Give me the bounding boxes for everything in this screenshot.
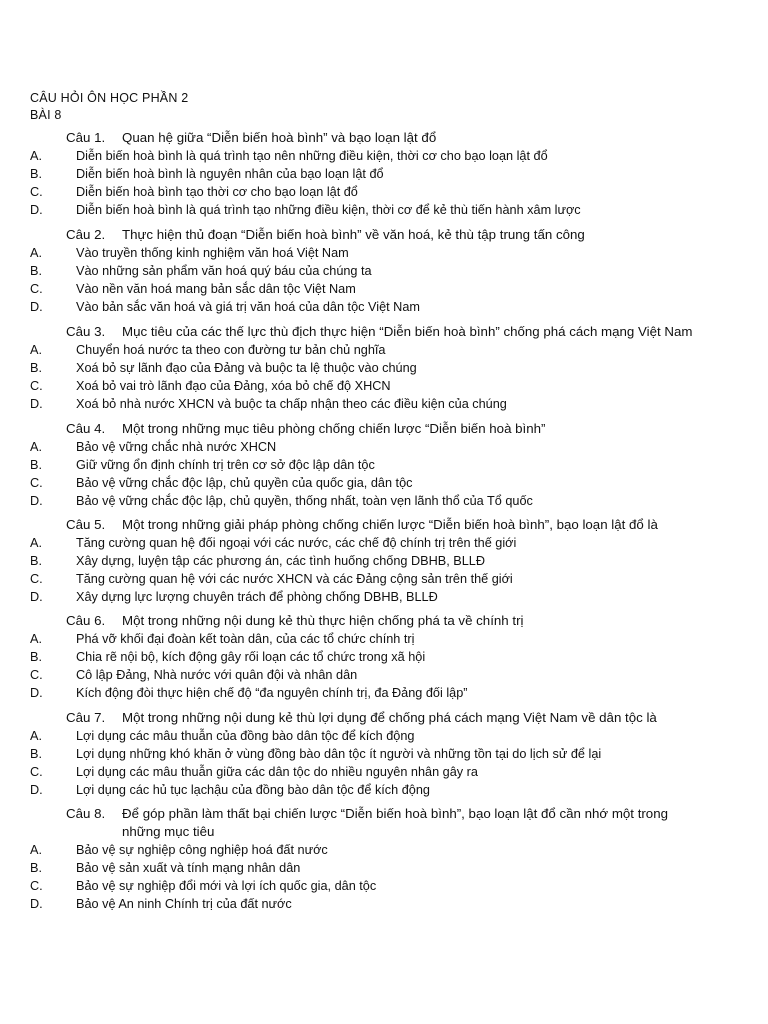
question-number: Câu 5. [66,517,106,532]
question-8 [30,805,750,913]
option-text: Bảo vệ vững chắc nhà nước XHCN [76,440,277,454]
option-letter: C. [30,379,43,393]
option-letter: B. [30,747,42,761]
answer-option [30,183,750,201]
question-number: Câu 8. [66,806,106,821]
answer-option [30,552,750,570]
answer-option [30,534,750,552]
document-title: CÂU HỎI ÔN HỌC PHẦN 2 [30,91,189,105]
question-number: Câu 6. [66,613,106,628]
question-title-continued [30,823,750,841]
question-number: Câu 7. [66,710,106,725]
question-text: Để góp phần làm thất bại chiến lược “Diễn biến hoà bình”, bạo loạn lật đổ cần nhớ một trong [122,806,668,821]
option-letter: A. [30,632,42,646]
answer-option [30,895,750,913]
answer-option [30,298,750,316]
option-letter: D. [30,300,43,314]
option-letter: A. [30,729,42,743]
option-text: Bảo vệ vững chắc độc lập, chủ quyền của quốc gia, dân tộc [76,476,413,490]
option-letter: D. [30,494,43,508]
answer-option [30,244,750,262]
option-letter: C. [30,185,43,199]
option-text: Phá vỡ khối đại đoàn kết toàn dân, của các tổ chức chính trị [76,632,415,646]
option-letter: B. [30,167,42,181]
option-letter: C. [30,572,43,586]
question-3 [30,323,750,413]
option-text: Kích động đòi thực hiện chế độ “đa nguyên chính trị, đa Đảng đối lập” [76,686,468,700]
answer-option [30,859,750,877]
answer-option [30,147,750,165]
option-text: Tăng cường quan hệ đối ngoại với các nước, các chế độ chính trị trên thế giới [76,536,517,550]
option-text: Bảo vệ vững chắc độc lập, chủ quyền, thống nhất, toàn vẹn lãnh thổ của Tổ quốc [76,494,533,508]
option-letter: A. [30,536,42,550]
answer-option [30,474,750,492]
question-2 [30,226,750,316]
question-title [30,612,750,630]
question-4 [30,420,750,510]
answer-option [30,763,750,781]
option-letter: D. [30,686,43,700]
option-text: Cô lập Đảng, Nhà nước với quân đội và nhân dân [76,668,358,682]
option-text: Vào truyền thống kinh nghiệm văn hoá Việt Nam [76,246,349,260]
question-title [30,709,750,727]
option-text: Diễn biến hoà bình là quá trình tạo nên những điều kiện, thời cơ cho bạo loạn lật đổ [76,149,548,163]
question-text: Một trong những giải pháp phòng chống chiến lược “Diễn biến hoà bình”, bạo loạn lật đổ là [122,517,658,532]
question-title [30,226,750,244]
option-letter: B. [30,861,42,875]
answer-option [30,666,750,684]
option-letter: D. [30,203,43,217]
answer-option [30,165,750,183]
option-letter: D. [30,397,43,411]
option-text: Xây dựng, luyện tập các phương án, các tình huống chống DBHB, BLLĐ [76,554,486,568]
option-letter: C. [30,668,43,682]
question-title [30,805,750,823]
question-text: Mục tiêu của các thế lực thù địch thực hiện “Diễn biến hoà bình” chống phá cách mạng Việt Nam [122,324,693,339]
option-letter: C. [30,282,43,296]
option-letter: C. [30,476,43,490]
question-text: Thực hiện thủ đoạn “Diễn biến hoà bình” về văn hoá, kẻ thù tập trung tấn công [122,227,585,242]
answer-option [30,630,750,648]
lesson-label: BÀI 8 [30,108,62,122]
answer-option [30,438,750,456]
option-text: Xây dựng lực lượng chuyên trách để phòng chống DBHB, BLLĐ [76,590,438,604]
option-letter: B. [30,554,42,568]
option-text: Giữ vững ổn định chính trị trên cơ sở độc lập dân tộc [76,458,375,472]
answer-option [30,341,750,359]
option-text: Chia rẽ nội bộ, kích động gây rối loạn các tổ chức trong xã hội [76,650,426,664]
question-number: Câu 3. [66,324,106,339]
option-letter: A. [30,843,42,857]
answer-option [30,280,750,298]
option-text: Bảo vệ sự nghiệp đổi mới và lợi ích quốc gia, dân tộc [76,879,377,893]
option-text: Vào bản sắc văn hoá và giá trị văn hoá của dân tộc Việt Nam [76,300,420,314]
answer-option [30,781,750,799]
option-letter: A. [30,440,42,454]
question-7 [30,709,750,799]
option-letter: C. [30,879,43,893]
option-text: Diễn biến hoà bình là nguyên nhân của bạo loạn lật đổ [76,167,384,181]
question-title [30,516,750,534]
option-text: Chuyển hoá nước ta theo con đường tư bản chủ nghĩa [76,343,386,357]
option-text: Bảo vệ sản xuất và tính mạng nhân dân [76,861,301,875]
option-text: Diễn biến hoà bình tạo thời cơ cho bạo loạn lật đổ [76,185,358,199]
question-text: Quan hệ giữa “Diễn biến hoà bình” và bạo loạn lật đổ [122,130,437,145]
question-text: Một trong những nội dung kẻ thù thực hiện chống phá ta về chính trị [122,613,524,628]
answer-option [30,201,750,219]
option-letter: A. [30,246,42,260]
option-text: Lợi dụng các mâu thuẫn giữa các dân tộc do nhiều nguyên nhân gây ra [76,765,478,779]
answer-option [30,570,750,588]
question-number: Câu 4. [66,421,106,436]
answer-option [30,588,750,606]
answer-option [30,492,750,510]
question-title [30,129,750,147]
option-letter: B. [30,458,42,472]
option-letter: B. [30,264,42,278]
question-number: Câu 1. [66,130,106,145]
option-letter: C. [30,765,43,779]
answer-option [30,745,750,763]
answer-option [30,841,750,859]
answer-option [30,395,750,413]
question-number: Câu 2. [66,227,106,242]
option-text: Vào những sản phẩm văn hoá quý báu của chúng ta [76,264,372,278]
question-1 [30,129,750,219]
option-text: Xoá bỏ nhà nước XHCN và buộc ta chấp nhận theo các điều kiện của chúng [76,397,507,411]
question-text-continued: những mục tiêu [122,824,215,839]
answer-option [30,456,750,474]
option-text: Xoá bỏ vai trò lãnh đạo của Đảng, xóa bỏ chế độ XHCN [76,379,391,393]
option-letter: B. [30,650,42,664]
question-text: Một trong những mục tiêu phòng chống chiến lược “Diễn biến hoà bình” [122,421,546,436]
question-6 [30,612,750,702]
option-letter: B. [30,361,42,375]
option-letter: A. [30,149,42,163]
option-letter: D. [30,897,43,911]
question-5 [30,516,750,606]
option-text: Lợi dụng các hủ tục lạchậu của đồng bào dân tộc để kích động [76,783,430,797]
answer-option [30,684,750,702]
option-text: Lợi dụng những khó khăn ở vùng đồng bào dân tộc ít người và những tồn tại do lịch sử để lại [76,747,602,761]
option-letter: A. [30,343,42,357]
question-title [30,323,750,341]
answer-option [30,262,750,280]
option-letter: D. [30,783,43,797]
answer-option [30,359,750,377]
question-text: Một trong những nội dung kẻ thù lợi dụng để chống phá cách mạng Việt Nam về dân tộc là [122,710,657,725]
option-text: Xoá bỏ sự lãnh đạo của Đảng và buộc ta lệ thuộc vào chúng [76,361,417,375]
option-text: Bảo vệ An ninh Chính trị của đất nước [76,897,292,911]
answer-option [30,877,750,895]
answer-option [30,377,750,395]
option-text: Vào nền văn hoá mang bản sắc dân tộc Việt Nam [76,282,356,296]
option-text: Tăng cường quan hệ với các nước XHCN và các Đảng cộng sản trên thế giới [76,572,513,586]
option-text: Lợi dụng các mâu thuẫn của đồng bào dân tộc để kích động [76,729,415,743]
option-text: Diễn biến hoà bình là quá trình tạo những điều kiện, thời cơ để kẻ thù tiến hành xâm lược [76,203,581,217]
option-letter: D. [30,590,43,604]
answer-option [30,648,750,666]
option-text: Bảo vệ sự nghiệp công nghiệp hoá đất nước [76,843,328,857]
answer-option [30,727,750,745]
question-title [30,420,750,438]
